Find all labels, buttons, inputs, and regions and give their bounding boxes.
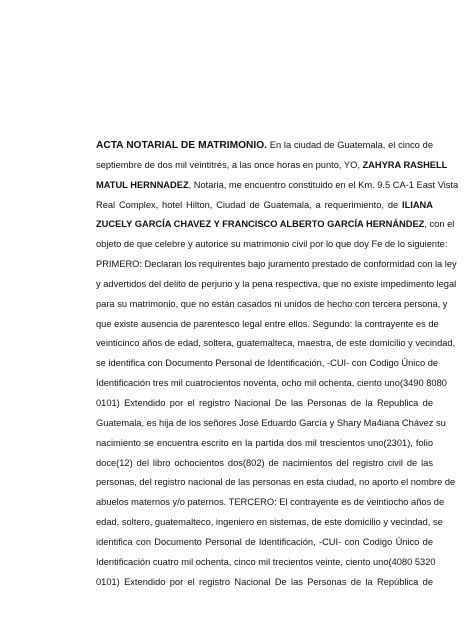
body-text: Real Complex, hotel Hilton, Ciudad de Guatemala, a requerimiento, de (96, 199, 402, 210)
body-text: 0101) Extendido por el registro Nacional De las Personas de la República de (96, 576, 433, 587)
document-line (96, 573, 433, 593)
document-body (96, 136, 459, 592)
document-line (96, 513, 443, 533)
bold-text: ZAHYRA RASHELL (362, 159, 448, 170)
document-line (96, 196, 433, 216)
body-text: Guatemala, es hija de los señores José Eduardo García y Shary Ma4iana Chávez su (96, 417, 446, 428)
document-line (96, 493, 445, 513)
body-text: identifica con Documento Personal de Identificación, -CUI- con Codigo Único de (96, 536, 433, 547)
document-line (96, 454, 433, 474)
document-line (96, 315, 439, 335)
document-line (96, 235, 448, 255)
body-text: veinticinco años de edad, soltera, guatemalteca, maestra, de este domicilio y vecindad, (96, 338, 456, 349)
document-line (96, 394, 433, 414)
document-line (96, 295, 448, 315)
document-line (96, 275, 457, 295)
bold-text: MATUL HERNNADEZ (96, 179, 189, 190)
body-text: En la ciudad de Guatemala, el cinco de (266, 140, 433, 150)
document-line (96, 354, 439, 374)
document-line (96, 434, 433, 454)
document-line (96, 156, 448, 176)
document-title: ACTA NOTARIAL DE MATRIMONIO. (96, 140, 267, 151)
document-line (96, 215, 455, 235)
bold-text: ZUCELY GARCÍA CHAVEZ Y FRANCISCO ALBERTO GARCÍA HERNÁNDEZ (96, 219, 425, 230)
document-line (96, 533, 433, 553)
body-text: personas, del registro nacional de las personas en esta ciudad, no aporto el nombre de (96, 477, 456, 488)
body-text: edad, soltero, guatemalteco, ingeniero en sistemas, de este domicilio y vecindad, se (96, 517, 443, 528)
body-text: Identificación tres mil cuatrocientos noventa, ocho mil ochenta, ciento uno(3490 8080 (96, 378, 447, 389)
document-line (96, 136, 433, 156)
body-text: abuelos maternos y/o paternos. TERCERO: El contrayente es de veintiocho años de (96, 497, 445, 508)
body-text: se identifica con Documento Personal de Identificación, -CUI- con Codigo Único de (96, 358, 439, 369)
document-line (96, 334, 456, 354)
body-text: doce(12) del libro ochocientos dos(802) de nacimientos del registro civil de las (96, 457, 433, 468)
body-text: , con el (424, 219, 455, 230)
bold-text: ILIANA (402, 199, 433, 210)
body-text: nacimiento se encuentra escrito en la partida dos mil trescientos uno(2301), folio (96, 437, 433, 448)
document-line (96, 553, 436, 573)
document-line (96, 473, 456, 493)
body-text: que existe ausencia de parentesco legal entre ellos. Segundo: la contrayente es de (96, 318, 439, 329)
body-text: Identificación cuatro mil ochenta, cinco mil trecientos veinte, ciento uno(4080 5320 (96, 556, 436, 567)
document-line (96, 176, 459, 196)
body-text: , Notaria, me encuentro constituido en el Km. 9.5 CA-1 East Vista (188, 179, 459, 190)
body-text: para su matrimonio, que no están casados ni unidos de hecho con tercera persona, y (96, 298, 448, 309)
body-text: PRIMERO: Declaran los requirentes bajo juramento prestado de conformidad con la ley (96, 259, 457, 270)
body-text: y advertidos del delito de perjurio y la pena respectiva, que no existe impedimento legal (96, 278, 457, 289)
document-line (96, 414, 446, 434)
body-text: 0101) Extendido por el registro Nacional De las Personas de la Republica de (96, 397, 433, 408)
body-text: objeto de que celebre y autorice su matrimonio civil por lo que doy Fe de lo siguiente: (96, 239, 448, 250)
document-line (96, 374, 447, 394)
document-line (96, 255, 457, 275)
body-text: septiembre de dos mil veintitrés, a las once horas en punto, YO, (96, 159, 363, 170)
